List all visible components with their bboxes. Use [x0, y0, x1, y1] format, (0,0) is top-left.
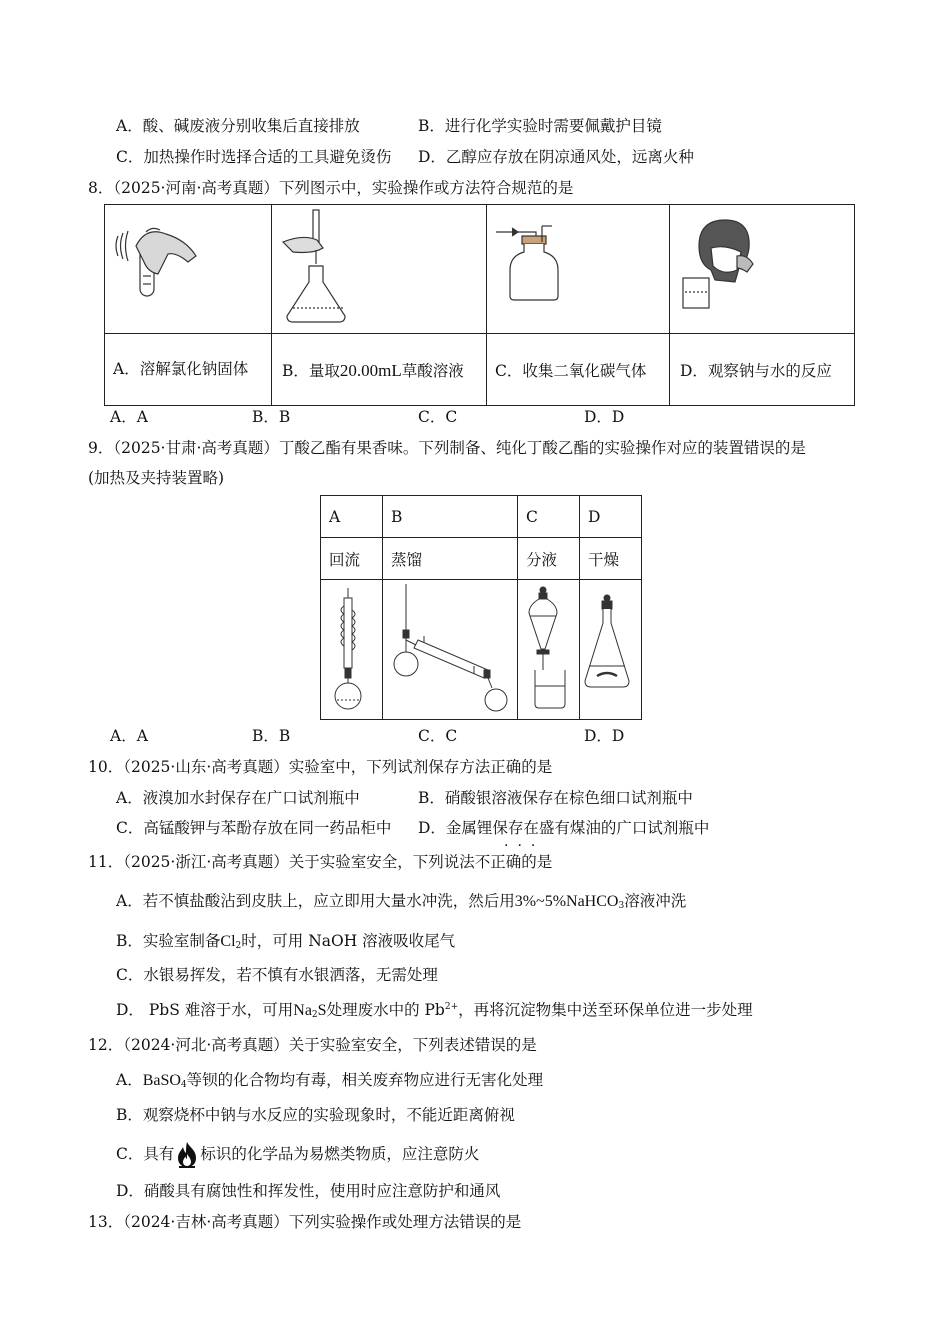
q12-option-c-pre: C．具有	[116, 1145, 175, 1163]
q12-option-a-post: 等钡的化合物均有毒，相关废弃物应进行无害化处理	[186, 1071, 544, 1089]
burette-flask-illustration	[273, 206, 485, 332]
q8-figure-table	[104, 204, 855, 406]
q8-answer-d: D．D	[584, 408, 625, 426]
q9-op-c: 分液	[518, 538, 580, 580]
q8-caption-a	[105, 334, 272, 406]
reflux-condenser-illustration	[322, 582, 374, 718]
q9-image-separation	[518, 580, 580, 720]
q11-option-a-sub: 3	[618, 901, 625, 911]
q9-op-d: 干燥	[580, 538, 642, 580]
shaking-test-tube-illustration	[106, 206, 270, 332]
q7-option-d: D．乙醇应存放在阴凉通风处，远离火种	[418, 148, 694, 166]
q12-option-d: D．硝酸具有腐蚀性和挥发性，使用时应注意防护和通风	[116, 1182, 501, 1200]
q8-answer-b: B．B	[252, 408, 291, 426]
q11-option-b-pre: B．实验室制备	[116, 932, 221, 950]
q12-option-c-post: 标识的化学品为易燃类物质，应注意防火	[200, 1145, 480, 1163]
q9-image-reflux	[321, 580, 383, 720]
q8-caption-d	[670, 334, 855, 406]
q8-caption-b-pre: B．量取	[282, 361, 340, 380]
q11-option-b-formula: Cl	[220, 933, 236, 950]
q10-option-a: A．液溴加水封保存在广口试剂瓶中	[116, 789, 360, 807]
q8-caption-b-volume: 20.00mL	[339, 360, 402, 380]
q9-stem-note: (加热及夹持装置略)	[88, 469, 225, 487]
q10-option-b: B．硝酸银溶液保存在棕色细口试剂瓶中	[418, 789, 693, 807]
q9-answer-c: C．C	[418, 727, 458, 745]
flammable-flame-icon	[174, 1140, 200, 1166]
q9-header-d: D	[580, 496, 642, 538]
q9-op-b: 蒸馏	[383, 538, 518, 580]
q9-answer-b: B．B	[252, 727, 291, 745]
q13-stem: 13．（2024·吉林·高考真题）下列实验操作或处理方法错误的是	[88, 1213, 522, 1231]
distillation-apparatus-illustration	[384, 582, 516, 718]
q11-option-c: C．水银易挥发，若不慎有水银洒落，无需处理	[116, 966, 438, 984]
q9-image-distill	[383, 580, 518, 720]
q8-answer-a: A．A	[110, 408, 148, 426]
q8-caption-c	[487, 334, 670, 406]
q11-stem: 11．（2025·浙江·高考真题）关于实验室安全，下列说法不正确的是	[88, 853, 553, 871]
q10-option-d: D．金属锂保存在盛有煤油的广口试剂瓶中	[418, 819, 710, 837]
q7-option-a: A．酸、碱废液分别收集后直接排放	[116, 117, 360, 135]
q8-image-c	[487, 205, 670, 334]
q12-stem: 12．（2024·河北·高考真题）关于实验室安全，下列表述错误的是	[88, 1036, 537, 1054]
gas-collection-bottle-illustration	[488, 206, 668, 332]
q8-caption-d-text: D．观察钠与水的反应	[680, 361, 832, 380]
q11-option-d	[116, 998, 753, 1020]
separatory-funnel-illustration	[519, 582, 571, 718]
q8-answer-c: C．C	[418, 408, 458, 426]
q11-option-b-post: 时，可用 NaOH 溶液吸收尾气	[241, 932, 456, 950]
q9-apparatus-table	[320, 495, 642, 720]
q10-stem: 10．（2025·山东·高考真题）实验室中，下列试剂保存方法正确的是	[88, 758, 553, 776]
q12-option-a-formula: BaSO	[142, 1072, 181, 1089]
drying-flask-illustration	[581, 582, 633, 718]
q9-header-a: A	[321, 496, 383, 538]
q11-option-d-pre: D． PbS 难溶于水，可用	[116, 1001, 294, 1019]
q11-option-a-formula: 3%~5%NaHCO	[514, 893, 619, 910]
q11-emphasis-dots: ···	[504, 838, 545, 854]
q11-option-d-formula-sub: 2	[311, 1010, 318, 1020]
q12-option-a-pre: A．	[116, 1071, 143, 1089]
q11-option-b-sub: 2	[235, 941, 242, 951]
q9-header-b: B	[383, 496, 518, 538]
q7-option-c: C．加热操作时选择合适的工具避免烫伤	[116, 148, 392, 166]
q9-image-drying	[580, 580, 642, 720]
q8-caption-b	[272, 334, 487, 406]
q11-option-b	[116, 929, 455, 951]
q11-option-d-formula-s: S	[317, 1002, 327, 1019]
q7-option-b: B．进行化学实验时需要佩戴护目镜	[418, 117, 662, 135]
q8-image-a	[105, 205, 272, 334]
q11-option-a	[116, 889, 686, 911]
q12-option-c	[116, 1140, 479, 1166]
q11-option-d-charge: 2+	[444, 1002, 459, 1012]
q9-answer-a: A．A	[110, 727, 148, 745]
observing-sodium-reaction-illustration	[671, 206, 853, 332]
q8-caption-a-text: A．溶解氯化钠固体	[113, 360, 249, 378]
q8-image-b	[272, 205, 487, 334]
q11-option-a-post: 溶液冲洗	[624, 892, 687, 910]
q10-option-c: C．高锰酸钾与苯酚存放在同一药品柜中	[116, 819, 392, 837]
q8-caption-c-text: C．收集二氧化碳气体	[495, 361, 647, 380]
q12-option-b: B．观察烧杯中钠与水反应的实验现象时，不能近距离俯视	[116, 1106, 515, 1124]
q9-answer-d: D．D	[584, 727, 625, 745]
q11-option-a-pre: A．若不慎盐酸沾到皮肤上，应立即用大量水冲洗，然后用	[116, 892, 515, 910]
q11-option-d-formula-na: Na	[293, 1002, 312, 1019]
q9-header-c: C	[518, 496, 580, 538]
q9-stem: 9．（2025·甘肃·高考真题）丁酸乙酯有果香味。下列制备、纯化丁酸乙酯的实验操作对应的装置错误的是	[88, 439, 806, 457]
q8-caption-b-post: 草酸溶液	[401, 361, 464, 380]
q9-op-a: 回流	[321, 538, 383, 580]
q8-stem: 8．（2025·河南·高考真题）下列图示中，实验操作或方法符合规范的是	[88, 179, 574, 197]
q8-image-d	[670, 205, 855, 334]
q12-option-a-sub: 4	[180, 1080, 187, 1090]
q12-option-a	[116, 1068, 543, 1090]
q11-option-d-mid: 处理废水中的 Pb	[326, 1001, 445, 1019]
q11-option-d-post: ，再将沉淀物集中送至环保单位进一步处理	[458, 1001, 753, 1019]
